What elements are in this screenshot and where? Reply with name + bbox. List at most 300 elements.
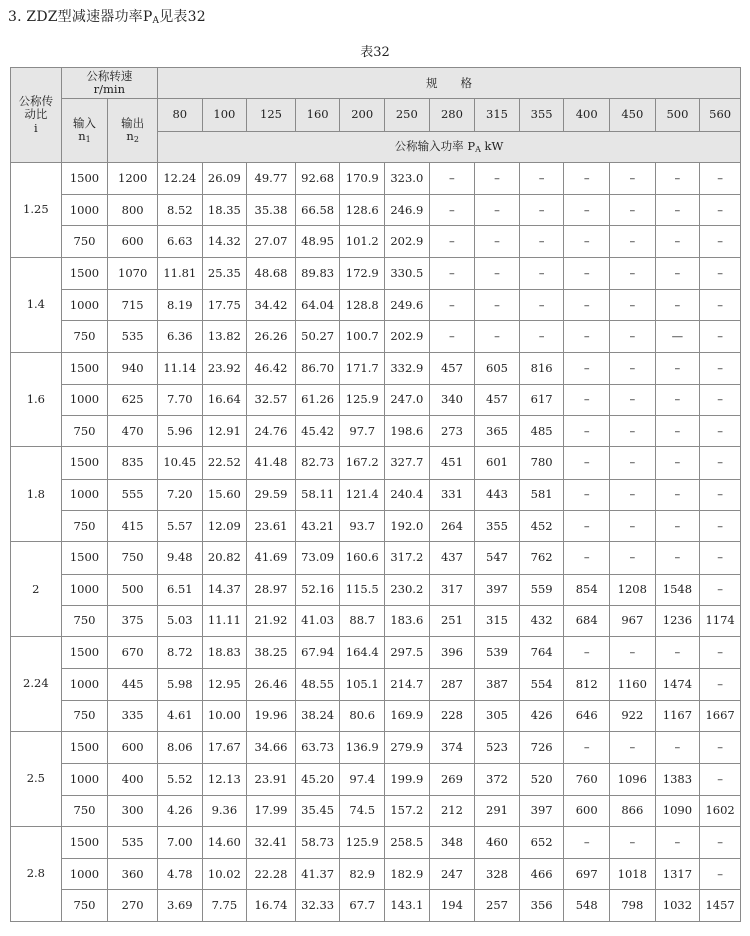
output-speed-cell: 715 bbox=[108, 290, 158, 321]
output-speed-cell: 600 bbox=[108, 732, 158, 764]
input-speed-cell: 750 bbox=[61, 795, 108, 826]
power-cell: 387 bbox=[475, 669, 520, 700]
input-speed-cell: 1000 bbox=[61, 384, 108, 415]
power-cell: 1096 bbox=[610, 764, 656, 795]
power-cell: – bbox=[610, 447, 656, 479]
power-cell: 45.20 bbox=[295, 764, 340, 795]
output-speed-cell: 445 bbox=[108, 669, 158, 700]
input-speed-cell: 1000 bbox=[61, 574, 108, 605]
size-125: 125 bbox=[247, 99, 296, 131]
power-label: 公称输入功率 P bbox=[394, 138, 476, 153]
power-cell: 1174 bbox=[700, 605, 741, 636]
power-cell: 38.25 bbox=[247, 637, 296, 669]
power-cell: 451 bbox=[429, 447, 475, 479]
power-cell: – bbox=[655, 290, 700, 321]
input-speed-cell: 1000 bbox=[61, 479, 108, 510]
power-cell: 202.9 bbox=[385, 226, 430, 257]
table-row bbox=[11, 764, 741, 795]
power-cell: 125.9 bbox=[340, 384, 385, 415]
power-cell: 11.11 bbox=[202, 605, 247, 636]
power-cell: 297.5 bbox=[385, 637, 430, 669]
ratio-header-line-2: 动比 bbox=[24, 107, 48, 122]
power-cell: 12.24 bbox=[157, 162, 202, 194]
table-row bbox=[11, 890, 741, 922]
power-cell: – bbox=[700, 511, 741, 542]
power-cell: – bbox=[429, 321, 475, 352]
power-cell: 247.0 bbox=[385, 384, 430, 415]
power-cell: – bbox=[610, 226, 656, 257]
power-cell: 34.66 bbox=[247, 732, 296, 764]
power-cell: 18.35 bbox=[202, 195, 247, 226]
power-cell: – bbox=[564, 321, 610, 352]
power-cell: 600 bbox=[564, 795, 610, 826]
power-cell: 128.6 bbox=[340, 195, 385, 226]
power-cell: 164.4 bbox=[340, 637, 385, 669]
power-cell: 4.61 bbox=[157, 700, 202, 731]
power-cell: 121.4 bbox=[340, 479, 385, 510]
input-speed-cell: 1500 bbox=[61, 162, 108, 194]
power-cell: — bbox=[655, 321, 700, 352]
power-cell: – bbox=[610, 637, 656, 669]
power-cell: 21.92 bbox=[247, 605, 296, 636]
power-cell: – bbox=[564, 384, 610, 415]
size-80: 80 bbox=[157, 99, 202, 131]
power-cell: – bbox=[610, 732, 656, 764]
power-cell: – bbox=[610, 384, 656, 415]
power-cell: 397 bbox=[519, 795, 564, 826]
power-cell: 1317 bbox=[655, 859, 700, 890]
input-speed-cell: 1000 bbox=[61, 290, 108, 321]
power-cell: 437 bbox=[429, 542, 475, 574]
power-cell: 269 bbox=[429, 764, 475, 795]
power-cell: 652 bbox=[519, 826, 564, 858]
power-cell: 684 bbox=[564, 605, 610, 636]
power-cell: 97.4 bbox=[340, 764, 385, 795]
power-cell: – bbox=[429, 162, 475, 194]
power-cell: – bbox=[564, 447, 610, 479]
power-cell: 5.52 bbox=[157, 764, 202, 795]
power-cell: – bbox=[564, 732, 610, 764]
power-cell: – bbox=[429, 195, 475, 226]
power-unit-header bbox=[157, 131, 740, 162]
power-cell: 74.5 bbox=[340, 795, 385, 826]
output-speed-cell: 535 bbox=[108, 321, 158, 352]
power-cell: 5.98 bbox=[157, 669, 202, 700]
power-cell: 16.74 bbox=[247, 890, 296, 922]
input-speed-cell: 1500 bbox=[61, 542, 108, 574]
power-cell: 228 bbox=[429, 700, 475, 731]
power-cell: – bbox=[564, 826, 610, 858]
power-cell: 258.5 bbox=[385, 826, 430, 858]
power-cell: – bbox=[610, 195, 656, 226]
power-cell: – bbox=[610, 479, 656, 510]
power-cell: 7.75 bbox=[202, 890, 247, 922]
power-cell: 5.96 bbox=[157, 416, 202, 447]
power-cell: 61.26 bbox=[295, 384, 340, 415]
table-row bbox=[11, 637, 741, 669]
power-cell: 92.68 bbox=[295, 162, 340, 194]
power-cell: 20.82 bbox=[202, 542, 247, 574]
power-cell: 14.60 bbox=[202, 826, 247, 858]
power-cell: 10.00 bbox=[202, 700, 247, 731]
power-cell: 332.9 bbox=[385, 352, 430, 384]
power-cell: – bbox=[700, 479, 741, 510]
input-speed-cell: 750 bbox=[61, 511, 108, 542]
power-cell: 93.7 bbox=[340, 511, 385, 542]
power-cell: 23.91 bbox=[247, 764, 296, 795]
power-cell: 12.09 bbox=[202, 511, 247, 542]
power-cell: – bbox=[700, 542, 741, 574]
power-cell: 12.13 bbox=[202, 764, 247, 795]
power-cell: – bbox=[519, 290, 564, 321]
power-cell: 49.77 bbox=[247, 162, 296, 194]
power-cell: – bbox=[700, 352, 741, 384]
power-cell: 157.2 bbox=[385, 795, 430, 826]
input-speed-n: n bbox=[78, 129, 86, 144]
power-cell: – bbox=[610, 162, 656, 194]
power-cell: 198.6 bbox=[385, 416, 430, 447]
power-cell: 13.82 bbox=[202, 321, 247, 352]
power-cell: 287 bbox=[429, 669, 475, 700]
input-speed-cell: 1000 bbox=[61, 764, 108, 795]
ratio-cell: 1.6 bbox=[11, 352, 62, 447]
power-cell: 41.03 bbox=[295, 605, 340, 636]
power-cell: – bbox=[655, 511, 700, 542]
power-cell: 246.9 bbox=[385, 195, 430, 226]
power-cell: 257 bbox=[475, 890, 520, 922]
power-cell: – bbox=[519, 257, 564, 289]
table-row bbox=[11, 257, 741, 289]
output-speed-cell: 270 bbox=[108, 890, 158, 922]
power-cell: 9.48 bbox=[157, 542, 202, 574]
power-cell: 485 bbox=[519, 416, 564, 447]
power-cell: – bbox=[700, 574, 741, 605]
power-cell: 50.27 bbox=[295, 321, 340, 352]
output-speed-symbol bbox=[108, 130, 157, 144]
power-cell: 73.09 bbox=[295, 542, 340, 574]
power-cell: – bbox=[429, 257, 475, 289]
power-cell: 328 bbox=[475, 859, 520, 890]
power-cell: 170.9 bbox=[340, 162, 385, 194]
power-cell: 8.06 bbox=[157, 732, 202, 764]
ratio-cell: 2 bbox=[11, 542, 62, 637]
power-cell: 88.7 bbox=[340, 605, 385, 636]
output-speed-cell: 335 bbox=[108, 700, 158, 731]
power-cell: 816 bbox=[519, 352, 564, 384]
table-row bbox=[11, 574, 741, 605]
power-cell: 115.5 bbox=[340, 574, 385, 605]
table-row bbox=[11, 669, 741, 700]
table-row bbox=[11, 542, 741, 574]
power-cell: 4.78 bbox=[157, 859, 202, 890]
power-cell: 646 bbox=[564, 700, 610, 731]
power-cell: – bbox=[655, 384, 700, 415]
power-cell: 58.11 bbox=[295, 479, 340, 510]
output-speed-n: n bbox=[126, 129, 134, 144]
power-cell: 28.97 bbox=[247, 574, 296, 605]
power-cell: 854 bbox=[564, 574, 610, 605]
table-caption: 表32 bbox=[360, 45, 390, 60]
power-cell: 1383 bbox=[655, 764, 700, 795]
power-cell: – bbox=[564, 352, 610, 384]
power-cell: 348 bbox=[429, 826, 475, 858]
input-speed-cell: 750 bbox=[61, 416, 108, 447]
power-cell: 58.73 bbox=[295, 826, 340, 858]
power-cell: – bbox=[564, 195, 610, 226]
power-cell: 6.36 bbox=[157, 321, 202, 352]
power-cell: 249.6 bbox=[385, 290, 430, 321]
size-450: 450 bbox=[610, 99, 656, 131]
power-cell: 764 bbox=[519, 637, 564, 669]
power-cell: 19.96 bbox=[247, 700, 296, 731]
size-560: 560 bbox=[700, 99, 741, 131]
output-speed-cell: 415 bbox=[108, 511, 158, 542]
power-cell: – bbox=[700, 669, 741, 700]
power-cell: – bbox=[564, 479, 610, 510]
power-cell: 3.69 bbox=[157, 890, 202, 922]
ratio-cell: 2.8 bbox=[11, 826, 62, 921]
power-cell: – bbox=[655, 542, 700, 574]
power-cell: 1548 bbox=[655, 574, 700, 605]
power-cell: 199.9 bbox=[385, 764, 430, 795]
power-cell: 554 bbox=[519, 669, 564, 700]
power-cell: 48.95 bbox=[295, 226, 340, 257]
power-cell: – bbox=[700, 226, 741, 257]
power-cell: 374 bbox=[429, 732, 475, 764]
power-cell: 520 bbox=[519, 764, 564, 795]
size-355: 355 bbox=[519, 99, 564, 131]
power-cell: 247 bbox=[429, 859, 475, 890]
table-row bbox=[11, 511, 741, 542]
power-cell: – bbox=[564, 226, 610, 257]
power-cell: 80.6 bbox=[340, 700, 385, 731]
speed-header-unit: r/min bbox=[93, 82, 126, 97]
power-cell: 4.26 bbox=[157, 795, 202, 826]
power-cell: 426 bbox=[519, 700, 564, 731]
size-315: 315 bbox=[475, 99, 520, 131]
power-cell: 18.83 bbox=[202, 637, 247, 669]
power-cell: 291 bbox=[475, 795, 520, 826]
input-speed-cell: 1500 bbox=[61, 257, 108, 289]
power-cell: 330.5 bbox=[385, 257, 430, 289]
power-cell: – bbox=[655, 826, 700, 858]
power-cell: – bbox=[610, 321, 656, 352]
power-cell: 100.7 bbox=[340, 321, 385, 352]
power-cell: – bbox=[610, 542, 656, 574]
power-cell: 6.51 bbox=[157, 574, 202, 605]
output-speed-cell: 535 bbox=[108, 826, 158, 858]
power-cell: 14.32 bbox=[202, 226, 247, 257]
power-cell: 762 bbox=[519, 542, 564, 574]
power-cell: – bbox=[700, 321, 741, 352]
output-speed-cell: 600 bbox=[108, 226, 158, 257]
power-cell: – bbox=[564, 416, 610, 447]
power-cell: 251 bbox=[429, 605, 475, 636]
power-cell: 17.99 bbox=[247, 795, 296, 826]
power-cell: 27.07 bbox=[247, 226, 296, 257]
power-sub: A bbox=[475, 144, 481, 154]
power-cell: – bbox=[475, 162, 520, 194]
power-cell: – bbox=[475, 321, 520, 352]
power-cell: – bbox=[610, 290, 656, 321]
power-cell: 523 bbox=[475, 732, 520, 764]
table-row bbox=[11, 352, 741, 384]
power-cell: 1602 bbox=[700, 795, 741, 826]
power-cell: 457 bbox=[475, 384, 520, 415]
spec-header: 规 格 bbox=[157, 68, 740, 99]
power-cell: 432 bbox=[519, 605, 564, 636]
power-cell: 82.73 bbox=[295, 447, 340, 479]
size-200: 200 bbox=[340, 99, 385, 131]
power-cell: 230.2 bbox=[385, 574, 430, 605]
power-cell: – bbox=[655, 226, 700, 257]
power-cell: 52.16 bbox=[295, 574, 340, 605]
power-cell: – bbox=[700, 826, 741, 858]
power-cell: – bbox=[700, 447, 741, 479]
power-cell: 25.35 bbox=[202, 257, 247, 289]
power-cell: 32.33 bbox=[295, 890, 340, 922]
input-speed-cell: 750 bbox=[61, 605, 108, 636]
power-cell: 66.58 bbox=[295, 195, 340, 226]
power-cell: 331 bbox=[429, 479, 475, 510]
power-cell: 340 bbox=[429, 384, 475, 415]
power-cell: – bbox=[564, 637, 610, 669]
output-speed-cell: 375 bbox=[108, 605, 158, 636]
power-cell: 89.83 bbox=[295, 257, 340, 289]
power-cell: 67.94 bbox=[295, 637, 340, 669]
output-speed-cell: 1200 bbox=[108, 162, 158, 194]
power-cell: 10.02 bbox=[202, 859, 247, 890]
power-cell: 327.7 bbox=[385, 447, 430, 479]
power-cell: 29.59 bbox=[247, 479, 296, 510]
power-cell: – bbox=[700, 859, 741, 890]
power-cell: – bbox=[700, 637, 741, 669]
power-cell: 128.8 bbox=[340, 290, 385, 321]
power-cell: 26.46 bbox=[247, 669, 296, 700]
heading-subscript: A bbox=[152, 16, 160, 26]
table-row bbox=[11, 384, 741, 415]
power-cell: – bbox=[564, 290, 610, 321]
power-cell: – bbox=[475, 195, 520, 226]
input-speed-cell: 750 bbox=[61, 226, 108, 257]
ratio-header-line-1: 公称传 bbox=[18, 94, 54, 109]
speed-header bbox=[61, 68, 157, 99]
power-cell: – bbox=[655, 637, 700, 669]
power-cell: 1018 bbox=[610, 859, 656, 890]
power-cell: 11.81 bbox=[157, 257, 202, 289]
power-cell: 760 bbox=[564, 764, 610, 795]
power-cell: – bbox=[700, 162, 741, 194]
power-cell: – bbox=[610, 257, 656, 289]
power-cell: 798 bbox=[610, 890, 656, 922]
power-cell: 466 bbox=[519, 859, 564, 890]
ratio-cell: 2.24 bbox=[11, 637, 62, 732]
output-speed-sub: 2 bbox=[133, 135, 139, 145]
power-cell: – bbox=[519, 162, 564, 194]
power-cell: 273 bbox=[429, 416, 475, 447]
power-cell: 38.24 bbox=[295, 700, 340, 731]
input-speed-cell: 1500 bbox=[61, 447, 108, 479]
power-cell: – bbox=[519, 195, 564, 226]
header-row-2 bbox=[11, 99, 741, 131]
power-cell: 581 bbox=[519, 479, 564, 510]
power-cell: 41.69 bbox=[247, 542, 296, 574]
power-cell: – bbox=[655, 257, 700, 289]
power-cell: 812 bbox=[564, 669, 610, 700]
power-cell: 183.6 bbox=[385, 605, 430, 636]
input-speed-header bbox=[61, 99, 108, 163]
power-cell: 457 bbox=[429, 352, 475, 384]
ratio-header-symbol: i bbox=[34, 120, 38, 135]
input-speed-cell: 750 bbox=[61, 700, 108, 731]
power-cell: 279.9 bbox=[385, 732, 430, 764]
power-cell: 22.28 bbox=[247, 859, 296, 890]
power-cell: 1090 bbox=[655, 795, 700, 826]
power-cell: 780 bbox=[519, 447, 564, 479]
power-cell: 460 bbox=[475, 826, 520, 858]
size-250: 250 bbox=[385, 99, 430, 131]
power-cell: 46.42 bbox=[247, 352, 296, 384]
table-row bbox=[11, 226, 741, 257]
power-cell: 212 bbox=[429, 795, 475, 826]
output-speed-header bbox=[108, 99, 158, 163]
power-cell: 1160 bbox=[610, 669, 656, 700]
power-table bbox=[10, 67, 741, 922]
speed-header-label: 公称转速 bbox=[86, 68, 133, 83]
table-row bbox=[11, 479, 741, 510]
table-body bbox=[11, 162, 741, 921]
power-cell: 32.57 bbox=[247, 384, 296, 415]
power-cell: – bbox=[655, 447, 700, 479]
power-cell: – bbox=[564, 162, 610, 194]
power-cell: 43.21 bbox=[295, 511, 340, 542]
power-cell: 105.1 bbox=[340, 669, 385, 700]
power-cell: – bbox=[429, 290, 475, 321]
table-row bbox=[11, 795, 741, 826]
power-cell: – bbox=[700, 257, 741, 289]
power-cell: 17.67 bbox=[202, 732, 247, 764]
section-heading bbox=[8, 6, 206, 26]
power-cell: 264 bbox=[429, 511, 475, 542]
input-speed-label: 输入 bbox=[73, 115, 96, 130]
power-cell: 5.03 bbox=[157, 605, 202, 636]
power-cell: 305 bbox=[475, 700, 520, 731]
table-row bbox=[11, 447, 741, 479]
power-cell: 41.37 bbox=[295, 859, 340, 890]
input-speed-symbol bbox=[62, 130, 108, 144]
power-cell: 101.2 bbox=[340, 226, 385, 257]
power-cell: 697 bbox=[564, 859, 610, 890]
power-cell: 323.0 bbox=[385, 162, 430, 194]
power-cell: – bbox=[564, 511, 610, 542]
power-cell: – bbox=[700, 416, 741, 447]
power-cell: 548 bbox=[564, 890, 610, 922]
input-speed-sub: 1 bbox=[85, 135, 91, 145]
ratio-header bbox=[11, 68, 62, 163]
power-cell: 7.70 bbox=[157, 384, 202, 415]
power-cell: 5.57 bbox=[157, 511, 202, 542]
ratio-cell: 1.4 bbox=[11, 257, 62, 352]
power-cell: 26.09 bbox=[202, 162, 247, 194]
power-cell: 443 bbox=[475, 479, 520, 510]
power-cell: 559 bbox=[519, 574, 564, 605]
power-cell: – bbox=[700, 732, 741, 764]
power-cell: 63.73 bbox=[295, 732, 340, 764]
power-cell: 539 bbox=[475, 637, 520, 669]
power-cell: 12.91 bbox=[202, 416, 247, 447]
power-cell: 1667 bbox=[700, 700, 741, 731]
output-speed-cell: 400 bbox=[108, 764, 158, 795]
